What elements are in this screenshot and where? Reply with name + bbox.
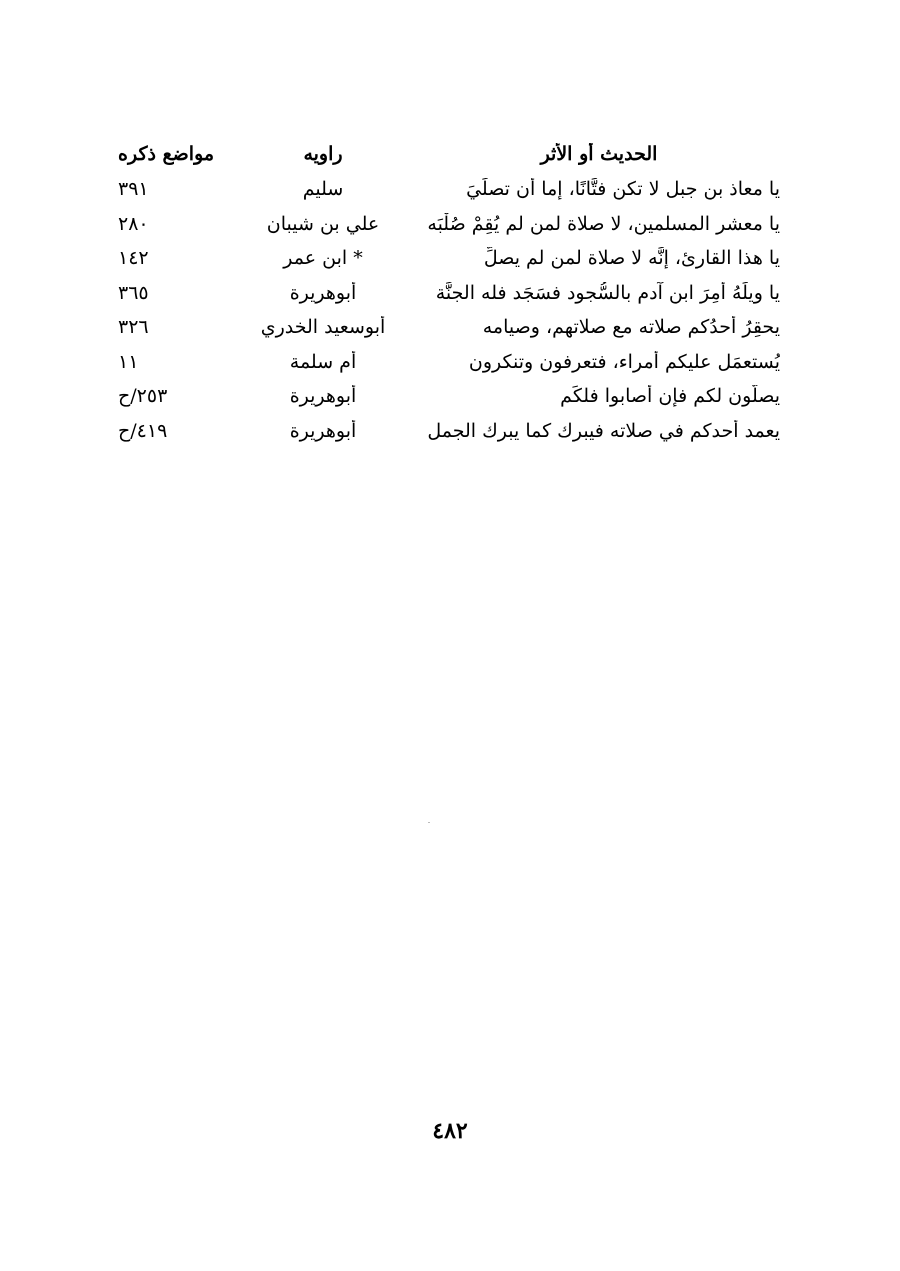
table-row <box>118 276 780 311</box>
table-row <box>118 172 780 207</box>
location-ref: ٢٥٣/ح <box>118 385 168 408</box>
scan-speck <box>428 822 430 823</box>
narrator-name: * ابن عمر <box>283 247 363 270</box>
table-row <box>118 414 780 449</box>
narrator-name: أبوهريرة <box>289 385 357 408</box>
header-location: مواضع ذكره <box>118 143 215 165</box>
table-row <box>118 345 780 380</box>
narrator-name: أم سلمة <box>289 350 357 373</box>
hadith-text: يا معاذ بن جبل لا تكن فتَّانًا، إما أن تصلِّيَ <box>466 178 780 201</box>
narrator-name: سليم <box>302 178 344 201</box>
hadith-text: يا هذا القارئ، إنَّه لا صلاة لمن لم يصلِّ <box>483 247 780 270</box>
table-row <box>118 310 780 345</box>
table-header-row <box>118 138 780 170</box>
narrator-name: أبوهريرة <box>289 419 357 442</box>
location-ref: ٤١٩/ح <box>118 419 168 442</box>
location-ref: ٢٨٠ <box>118 212 149 235</box>
hadith-index-table <box>118 138 780 448</box>
narrator-name: أبوهريرة <box>289 281 357 304</box>
header-narrator: راويه <box>303 143 343 165</box>
location-ref: ٣٦٥ <box>118 281 149 304</box>
hadith-text: يا ويلَهُ أُمِرَ ابن آدم بالسُّجود فسَجَد فله الجنَّة <box>435 281 780 304</box>
location-ref: ١٤٢ <box>118 247 149 270</box>
table-row <box>118 207 780 242</box>
location-ref: ٣٢٦ <box>118 316 149 339</box>
table-row <box>118 241 780 276</box>
location-ref: ٣٩١ <box>118 178 149 201</box>
page-number: ٤٨٢ <box>432 1118 468 1144</box>
hadith-text: يصلُّون لكم فإن أصابوا فلكَم <box>560 385 780 408</box>
hadith-text: يا معشر المسلمين، لا صلاة لمن لم يُقِمْ صُلْبَه <box>427 212 780 235</box>
header-hadith: الحديث أو الأثر <box>540 143 658 165</box>
narrator-name: علي بن شيبان <box>266 212 380 235</box>
narrator-name: أبوسعيد الخدري <box>260 316 386 339</box>
hadith-text: يعمد أحدكم في صلاته فيبرك كما يبرك الجمل <box>427 419 780 442</box>
hadith-text: يُستعمَل عليكم أمراء، فتعرفون وتنكرون <box>468 350 780 373</box>
hadith-text: يحقِرُ أحدُكم صلاته مع صلاتهم، وصيامه <box>482 316 780 339</box>
location-ref: ١١ <box>118 350 139 373</box>
table-row <box>118 379 780 414</box>
